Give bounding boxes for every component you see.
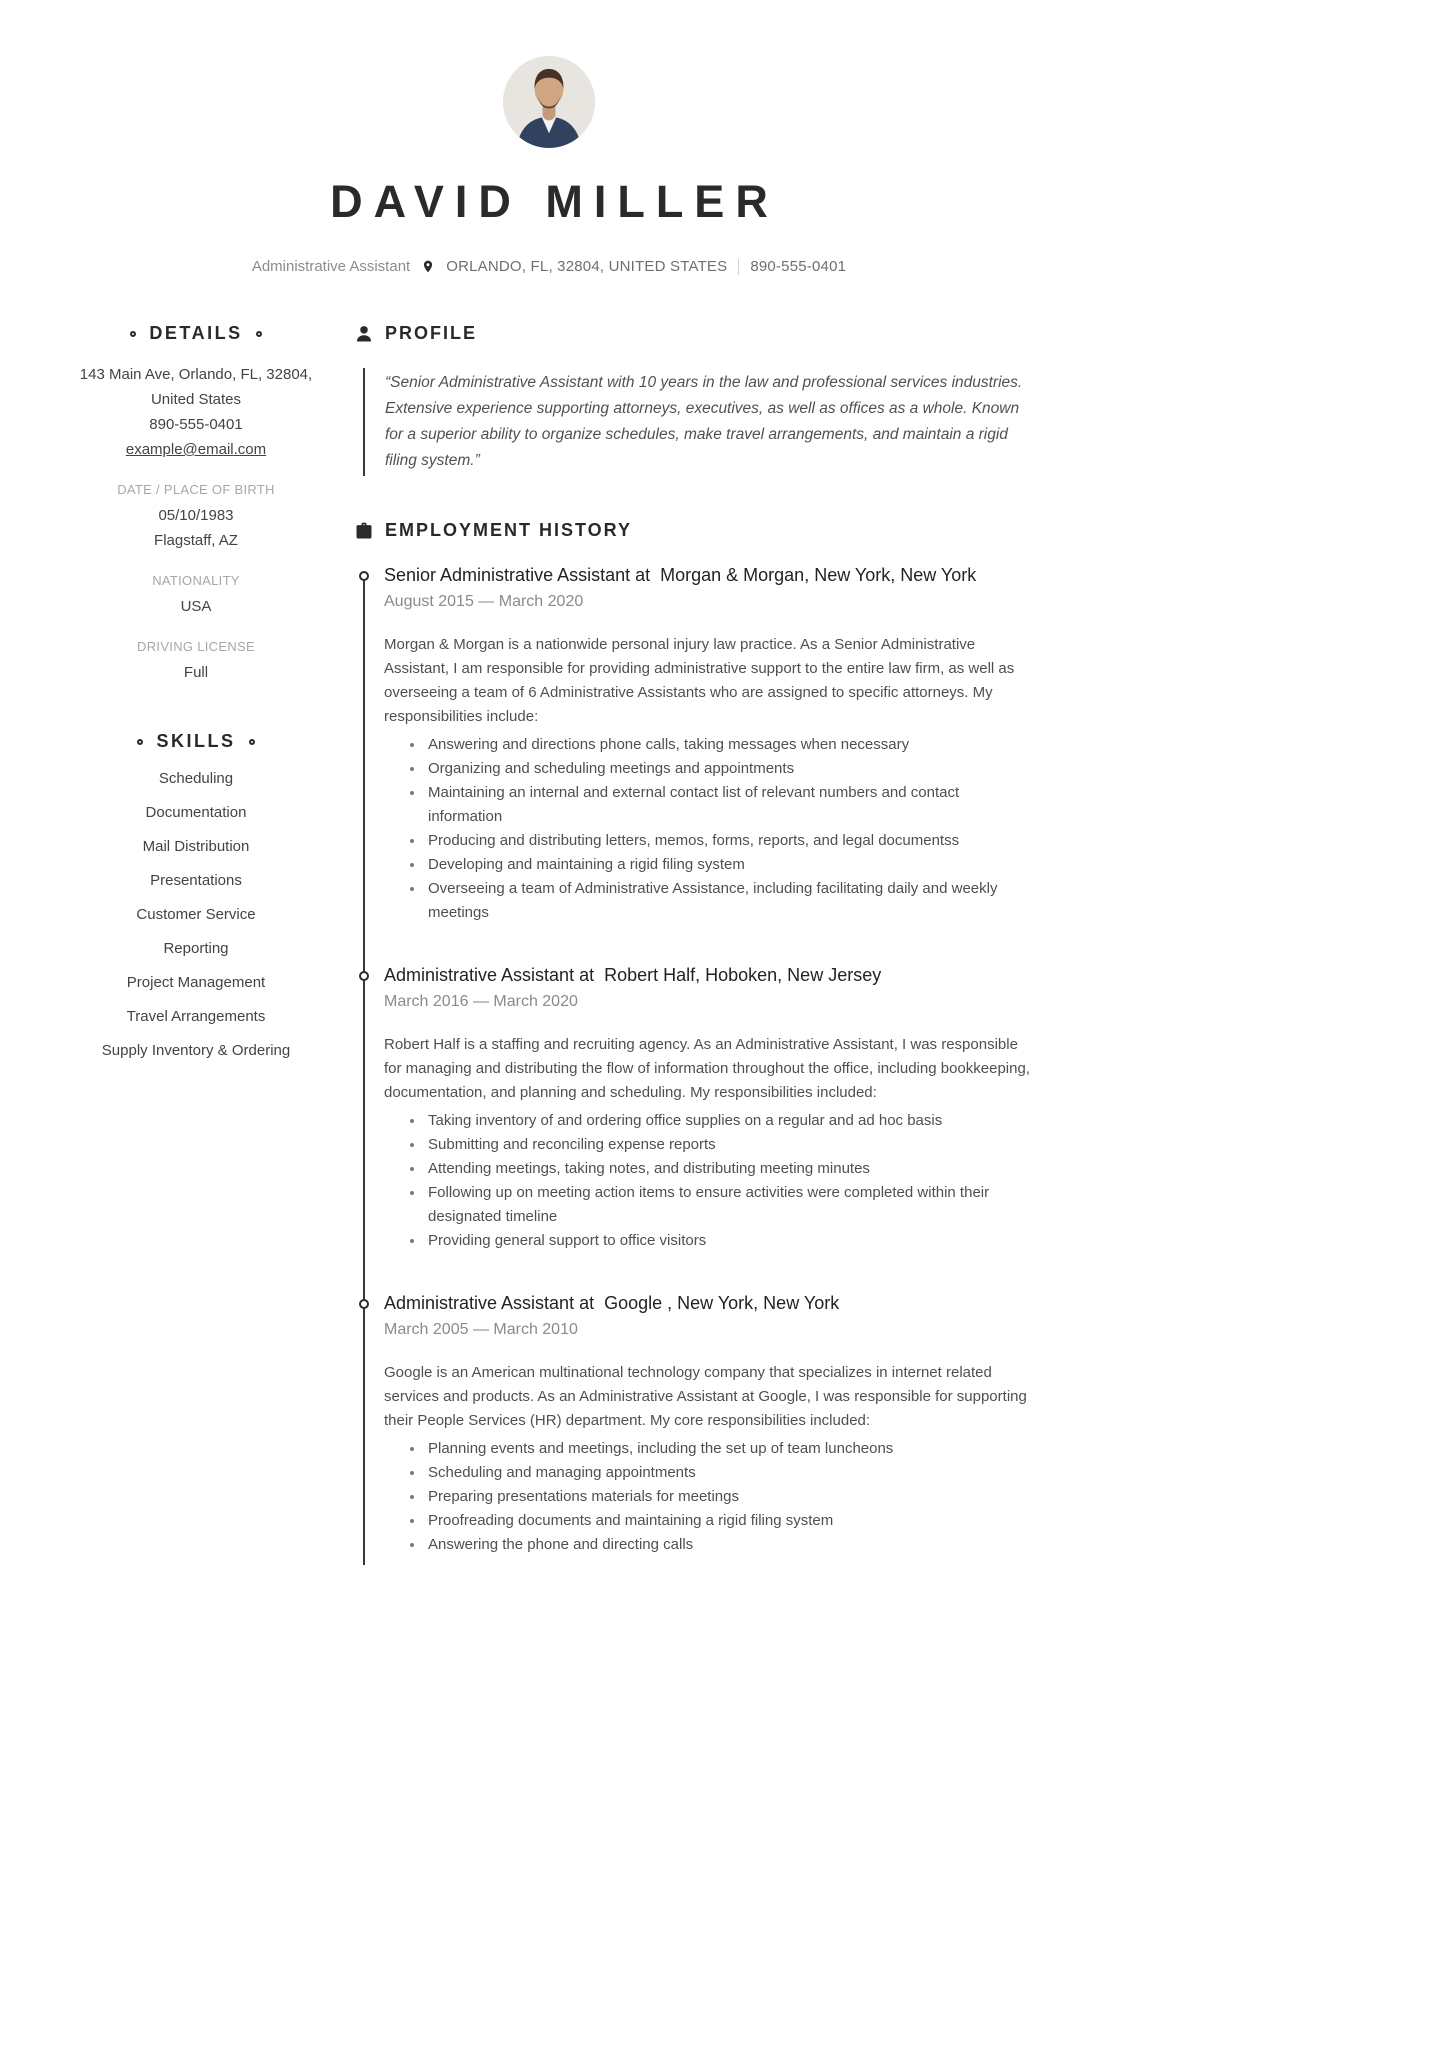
- skills-list: [68, 770, 324, 1059]
- employment-heading-row: [354, 520, 1030, 541]
- driving-license-label: DRIVING LICENSE: [137, 639, 255, 654]
- job-dates: March 2016 — March 2020: [384, 993, 578, 1010]
- skills-heading-row: [68, 731, 324, 752]
- nationality-value: USA: [180, 598, 212, 615]
- candidate-location: ORLANDO, FL, 32804, UNITED STATES: [446, 258, 728, 275]
- ring-icon: [137, 739, 143, 745]
- ring-icon: [249, 739, 255, 745]
- address-text: 143 Main Ave, Orlando, FL, 32804, United States: [79, 366, 313, 408]
- details-heading-row: [68, 323, 324, 344]
- bullet-item: • Answering the phone and directing calls: [425, 1533, 1030, 1557]
- bullet-item: • Preparing presentations materials for meetings: [425, 1485, 1030, 1509]
- bullet-item: • Developing and maintaining a rigid filing system: [425, 853, 1030, 877]
- bullet-item: • Taking inventory of and ordering office supplies on a regular and ad hoc basis: [425, 1109, 1030, 1133]
- bullet-item: • Maintaining an internal and external contact list of relevant numbers and contact information: [425, 781, 1030, 829]
- profile-photo-illustration: [503, 56, 595, 148]
- birth-date: 05/10/1983: [158, 507, 234, 524]
- skill-item: Customer Service: [136, 906, 256, 923]
- bullet-item: • Answering and directions phone calls, taking messages when necessary: [425, 733, 1030, 757]
- job-entry: [364, 965, 1030, 1253]
- job-title: Administrative Assistant at Google , New York, New York: [384, 1293, 840, 1313]
- skills-heading: SKILLS: [156, 731, 236, 751]
- resume-header: [68, 56, 1030, 275]
- job-bullet-list: [384, 1109, 1030, 1253]
- bullet-item: • Providing general support to office visitors: [425, 1229, 1030, 1253]
- skill-item: Mail Distribution: [142, 838, 250, 855]
- skill-item: Scheduling: [158, 770, 234, 787]
- job-entry: [364, 1293, 1030, 1557]
- employment-heading: EMPLOYMENT HISTORY: [385, 520, 633, 540]
- email-link[interactable]: example@email.com: [125, 441, 267, 458]
- profile-heading-row: [354, 323, 1030, 344]
- person-icon: [354, 324, 374, 344]
- birth-place: Flagstaff, AZ: [154, 532, 238, 549]
- profile-section: [354, 323, 1030, 476]
- skills-section: [68, 731, 324, 1059]
- bullet-item: • Proofreading documents and maintaining a rigid filing system: [425, 1509, 1030, 1533]
- job-bullet-list: [384, 733, 1030, 925]
- profile-summary: “Senior Administrative Assistant with 10 years in the law and professional services industries. Extensive experience supporting attorneys, executives, as well as offices as a whole. Known for a superior ability to organize schedules, make travel arrangements, and maintain a rigid filing system.”: [363, 368, 1030, 476]
- profile-photo: [503, 56, 595, 148]
- employment-timeline: [364, 565, 1030, 1565]
- job-description: Robert Half is a staffing and recruiting agency. As an Administrative Assistant, I was responsible for managing and distributing the flow of information throughout the office, including bookkeeping, documentation, and planning and scheduling. My responsibilities included:: [384, 1036, 1030, 1101]
- nationality-label: NATIONALITY: [152, 573, 240, 588]
- skill-item: Project Management: [126, 974, 266, 991]
- job-entry: [364, 565, 1030, 925]
- location-pin-icon: [421, 258, 435, 275]
- bullet-item: • Planning events and meetings, including the set up of team luncheons: [425, 1437, 1030, 1461]
- profile-heading: PROFILE: [385, 323, 478, 343]
- driving-license-value: Full: [183, 664, 209, 681]
- skill-item: Travel Arrangements: [126, 1008, 266, 1025]
- main-column: [354, 323, 1030, 1565]
- sidebar-phone: 890-555-0401: [149, 416, 243, 433]
- job-description: Morgan & Morgan is a nationwide personal injury law practice. As a Senior Administrative Assistant, I am responsible for providing administrative support to the entire law firm, as well as overseeing a team of 6 Administrative Assistants who are assigned to specific attorneys. My responsibilities include:: [384, 636, 1015, 725]
- job-dates: March 2005 — March 2010: [384, 1321, 578, 1338]
- resume-columns: [68, 323, 1030, 1565]
- bullet-item: • Producing and distributing letters, memos, forms, reports, and legal documentss: [425, 829, 1030, 853]
- bullet-item: • Scheduling and managing appointments: [425, 1461, 1030, 1485]
- skill-item: Documentation: [145, 804, 247, 821]
- candidate-name: DAVID MILLER: [330, 176, 779, 227]
- resume-content: [68, 56, 1030, 1565]
- email-row: [68, 437, 324, 462]
- candidate-job-title: Administrative Assistant: [251, 258, 411, 275]
- bullet-item: • Following up on meeting action items to ensure activities were completed within their designated timeline: [425, 1181, 1030, 1229]
- bullet-item: • Submitting and reconciling expense reports: [425, 1133, 1030, 1157]
- bullet-item: • Overseeing a team of Administrative Assistance, including facilitating daily and weekly meetings: [425, 877, 1030, 925]
- details-section: [68, 323, 324, 685]
- contact-line: [68, 258, 1030, 275]
- bullet-item: • Attending meetings, taking notes, and distributing meeting minutes: [425, 1157, 1030, 1181]
- skill-item: Supply Inventory & Ordering: [101, 1042, 291, 1059]
- details-heading: DETAILS: [149, 323, 243, 343]
- skill-item: Presentations: [150, 872, 242, 889]
- job-title: Administrative Assistant at Robert Half, Hoboken, New Jersey: [384, 965, 882, 985]
- ring-icon: [130, 331, 136, 337]
- job-title: Senior Administrative Assistant at Morgan & Morgan, New York, New York: [384, 565, 977, 585]
- contact-divider: [738, 259, 739, 275]
- bullet-item: • Organizing and scheduling meetings and appointments: [425, 757, 1030, 781]
- birth-label: DATE / PLACE OF BIRTH: [117, 482, 275, 497]
- ring-icon: [256, 331, 262, 337]
- candidate-phone: 890-555-0401: [750, 258, 847, 275]
- sidebar: [68, 323, 324, 1076]
- job-bullet-list: [384, 1437, 1030, 1557]
- job-dates: August 2015 — March 2020: [384, 593, 584, 610]
- briefcase-icon: [354, 521, 374, 541]
- skill-item: Reporting: [163, 940, 229, 957]
- employment-section: [354, 520, 1030, 1565]
- job-description: Google is an American multinational technology company that specializes in internet related services and products. As an Administrative Assistant at Google, I was responsible for supporting their People Services (HR) department. My core responsibilities included:: [384, 1364, 1027, 1429]
